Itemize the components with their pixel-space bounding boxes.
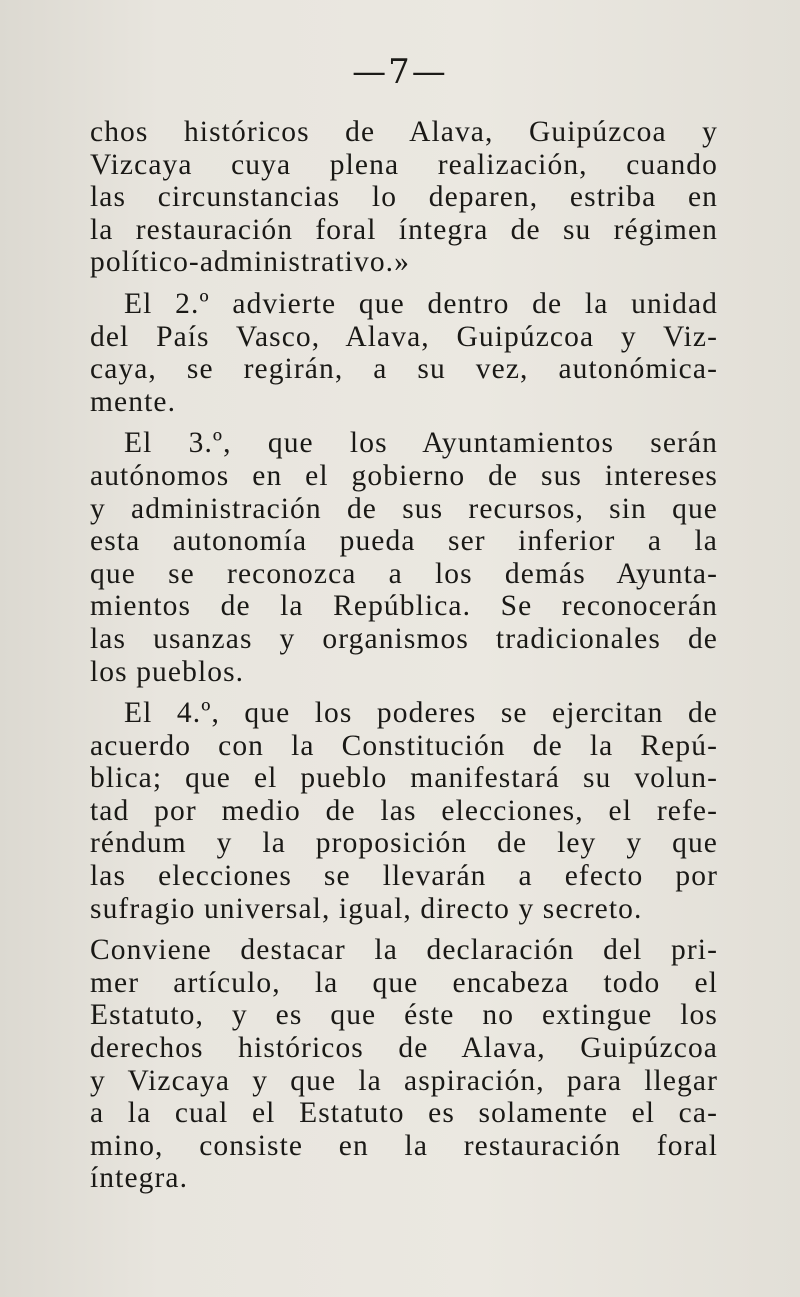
text-line: las circunstancias lo deparen, estriba en [90,181,718,214]
text-line: réndum y la proposición de ley y que [90,827,718,860]
text-line: Estatuto, y es que éste no extingue los [90,999,718,1032]
text-line: El 2.º advierte que dentro de la unidad [124,287,718,320]
text-line: mino, consiste en la restauración foral [90,1129,718,1162]
text-line: acuerdo con la Constitución de la Repú- [90,729,718,762]
text-line: esta autonomía pueda ser inferior a la [90,525,718,558]
text-line: tad por medio de las elecciones, el refe- [90,794,718,827]
text-line: íntegra. [90,1162,189,1195]
text-line: sufragio universal, igual, directo y secreto. [90,892,643,925]
text-line: derechos históricos de Alava, Guipúzcoa [90,1032,718,1065]
text-line: El 4.º, que los poderes se ejercitan de [124,697,718,730]
text-line: autónomos en el gobierno de sus intereses [90,459,718,492]
text-line: Conviene destacar la declaración del pri- [90,934,718,967]
paragraph-5 [90,934,718,1195]
text-line: los pueblos. [90,655,245,688]
text-line: mente. [90,385,177,418]
text-line: del País Vasco, Alava, Guipúzcoa y Viz- [90,320,718,353]
text-line: las elecciones se llevarán a efecto por [90,860,718,893]
text-line: chos históricos de Alava, Guipúzcoa y [90,116,718,148]
paragraph-3 [90,427,718,688]
text-line: Vizcaya cuya plena realización, cuando [90,148,718,181]
paragraph-2 [90,288,718,418]
body-text [90,116,718,1204]
text-line: El 3.º, que los Ayuntamientos serán [124,427,718,460]
page-number: —7— [352,52,448,92]
paragraph-4 [90,697,718,925]
text-line: y Vizcaya y que la aspiración, para llegar [90,1064,718,1097]
text-line: las usanzas y organismos tradicionales de [90,622,718,655]
text-line: blica; que el pueblo manifestará su volun- [90,762,718,795]
text-line: caya, se regirán, a su vez, autonómica- [90,353,718,386]
text-line: y administración de sus recursos, sin que [90,492,718,525]
text-line: político-administrativo.» [90,246,410,279]
text-line: mer artículo, la que encabeza todo el [90,966,718,999]
paragraph-1 [90,116,718,279]
text-line: mientos de la República. Se reconocerán [90,590,718,623]
text-line: a la cual el Estatuto es solamente el ca- [90,1097,718,1130]
text-line: que se reconozca a los demás Ayunta- [90,557,718,590]
text-line: la restauración foral íntegra de su régimen [90,213,718,246]
